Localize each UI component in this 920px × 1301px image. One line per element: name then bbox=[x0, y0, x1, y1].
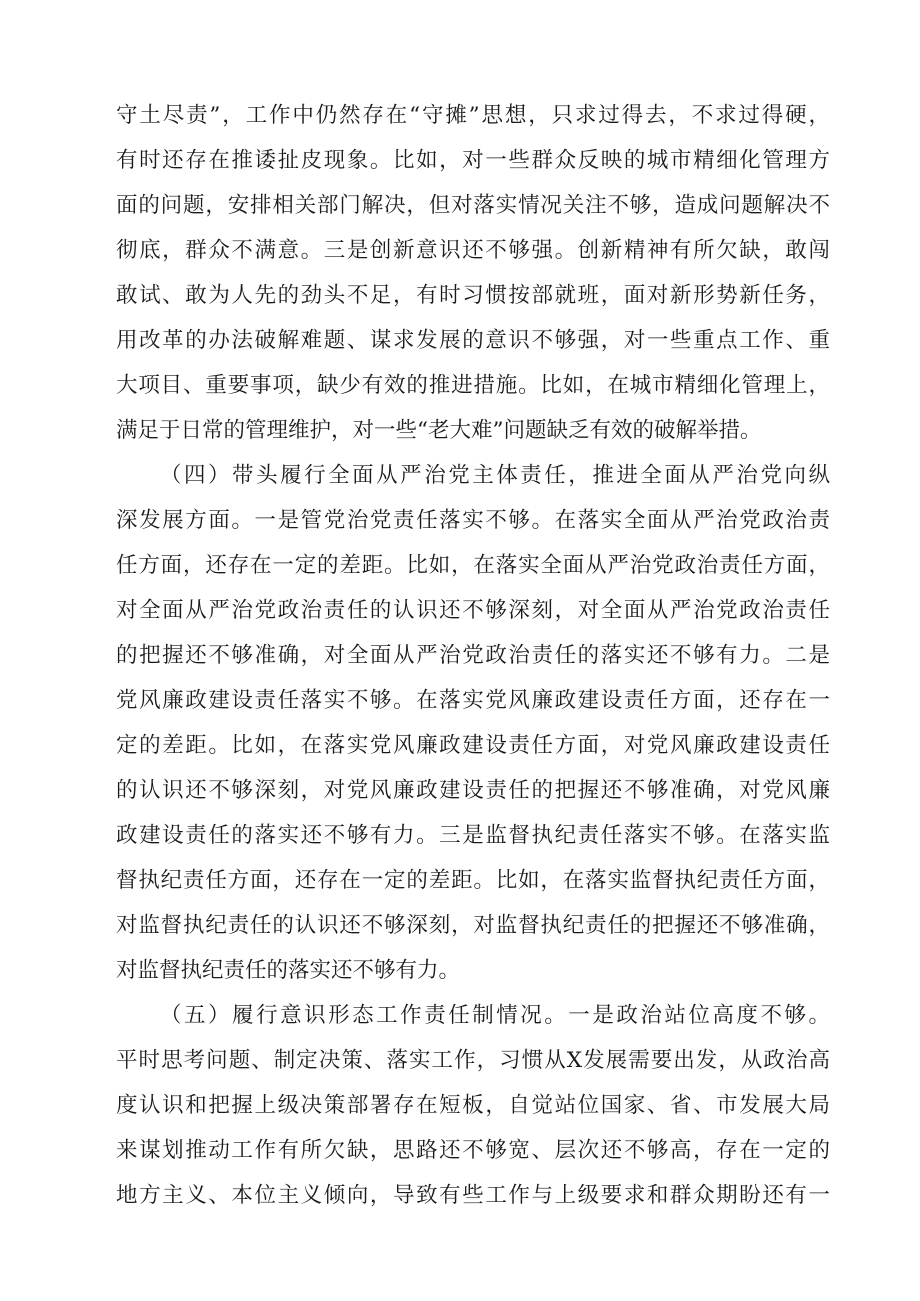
text-line-5: 敢试、敢为人先的劲头不足，有时习惯按部就班，面对新形势新任务， bbox=[116, 283, 830, 308]
text-line-2: 有时还存在推诿扯皮现象。比如，对一些群众反映的城市精细化管理方 bbox=[116, 148, 830, 173]
text-line-23: 度认识和把握上级决策部署存在短板，自觉站位国家、省、市发展大局 bbox=[116, 1093, 830, 1118]
paragraph-5-heading-line: （五）履行意识形态工作责任制情况。一是政治站位高度不够。 bbox=[160, 1003, 830, 1028]
text-line-13: 的把握还不够准确，对全面从严治党政治责任的落实还不够有力。二是 bbox=[116, 643, 830, 668]
text-line-10: 深发展方面。一是管党治党责任落实不够。在落实全面从严治党政治责 bbox=[116, 508, 830, 533]
text-line-18: 督执纪责任方面，还存在一定的差距。比如，在落实监督执纪责任方面， bbox=[116, 868, 830, 893]
text-line-16: 的认识还不够深刻，对党风廉政建设责任的把握还不够准确，对党风廉 bbox=[116, 778, 830, 803]
text-line-4: 彻底，群众不满意。三是创新意识还不够强。创新精神有所欠缺，敢闯 bbox=[116, 238, 830, 263]
text-line-20: 对监督执纪责任的落实还不够有力。 bbox=[116, 958, 461, 983]
text-line-3: 面的问题，安排相关部门解决，但对落实情况关注不够，造成问题解决不 bbox=[116, 193, 830, 218]
text-line-14: 党风廉政建设责任落实不够。在落实党风廉政建设责任方面，还存在一 bbox=[116, 688, 830, 713]
text-line-19: 对监督执纪责任的认识还不够深刻，对监督执纪责任的把握还不够准确， bbox=[116, 913, 830, 938]
text-line-12: 对全面从严治党政治责任的认识还不够深刻，对全面从严治党政治责任 bbox=[116, 598, 830, 623]
text-line-11: 任方面，还存在一定的差距。比如，在落实全面从严治党政治责任方面， bbox=[116, 553, 830, 578]
text-line-15: 定的差距。比如，在落实党风廉政建设责任方面，对党风廉政建设责任 bbox=[116, 733, 830, 758]
text-line-24: 来谋划推动工作有所欠缺，思路还不够宽、层次还不够高，存在一定的 bbox=[116, 1138, 830, 1163]
text-line-25: 地方主义、本位主义倾向，导致有些工作与上级要求和群众期盼还有一 bbox=[116, 1183, 830, 1208]
text-line-8: 满足于日常的管理维护，对一些“老大难”问题缺乏有效的破解举措。 bbox=[116, 418, 762, 443]
text-line-22: 平时思考问题、制定决策、落实工作，习惯从X发展需要出发，从政治高 bbox=[116, 1048, 830, 1073]
text-line-6: 用改革的办法破解难题、谋求发展的意识不够强，对一些重点工作、重 bbox=[116, 328, 830, 353]
text-line-17: 政建设责任的落实还不够有力。三是监督执纪责任落实不够。在落实监 bbox=[116, 823, 830, 848]
text-line-1: 守土尽责”，工作中仍然存在“守摊”思想，只求过得去，不求过得硬， bbox=[116, 103, 830, 128]
paragraph-4-heading-line: （四）带头履行全面从严治党主体责任，推进全面从严治党向纵 bbox=[160, 463, 830, 488]
text-line-7: 大项目、重要事项，缺少有效的推进措施。比如，在城市精细化管理上， bbox=[116, 373, 830, 398]
